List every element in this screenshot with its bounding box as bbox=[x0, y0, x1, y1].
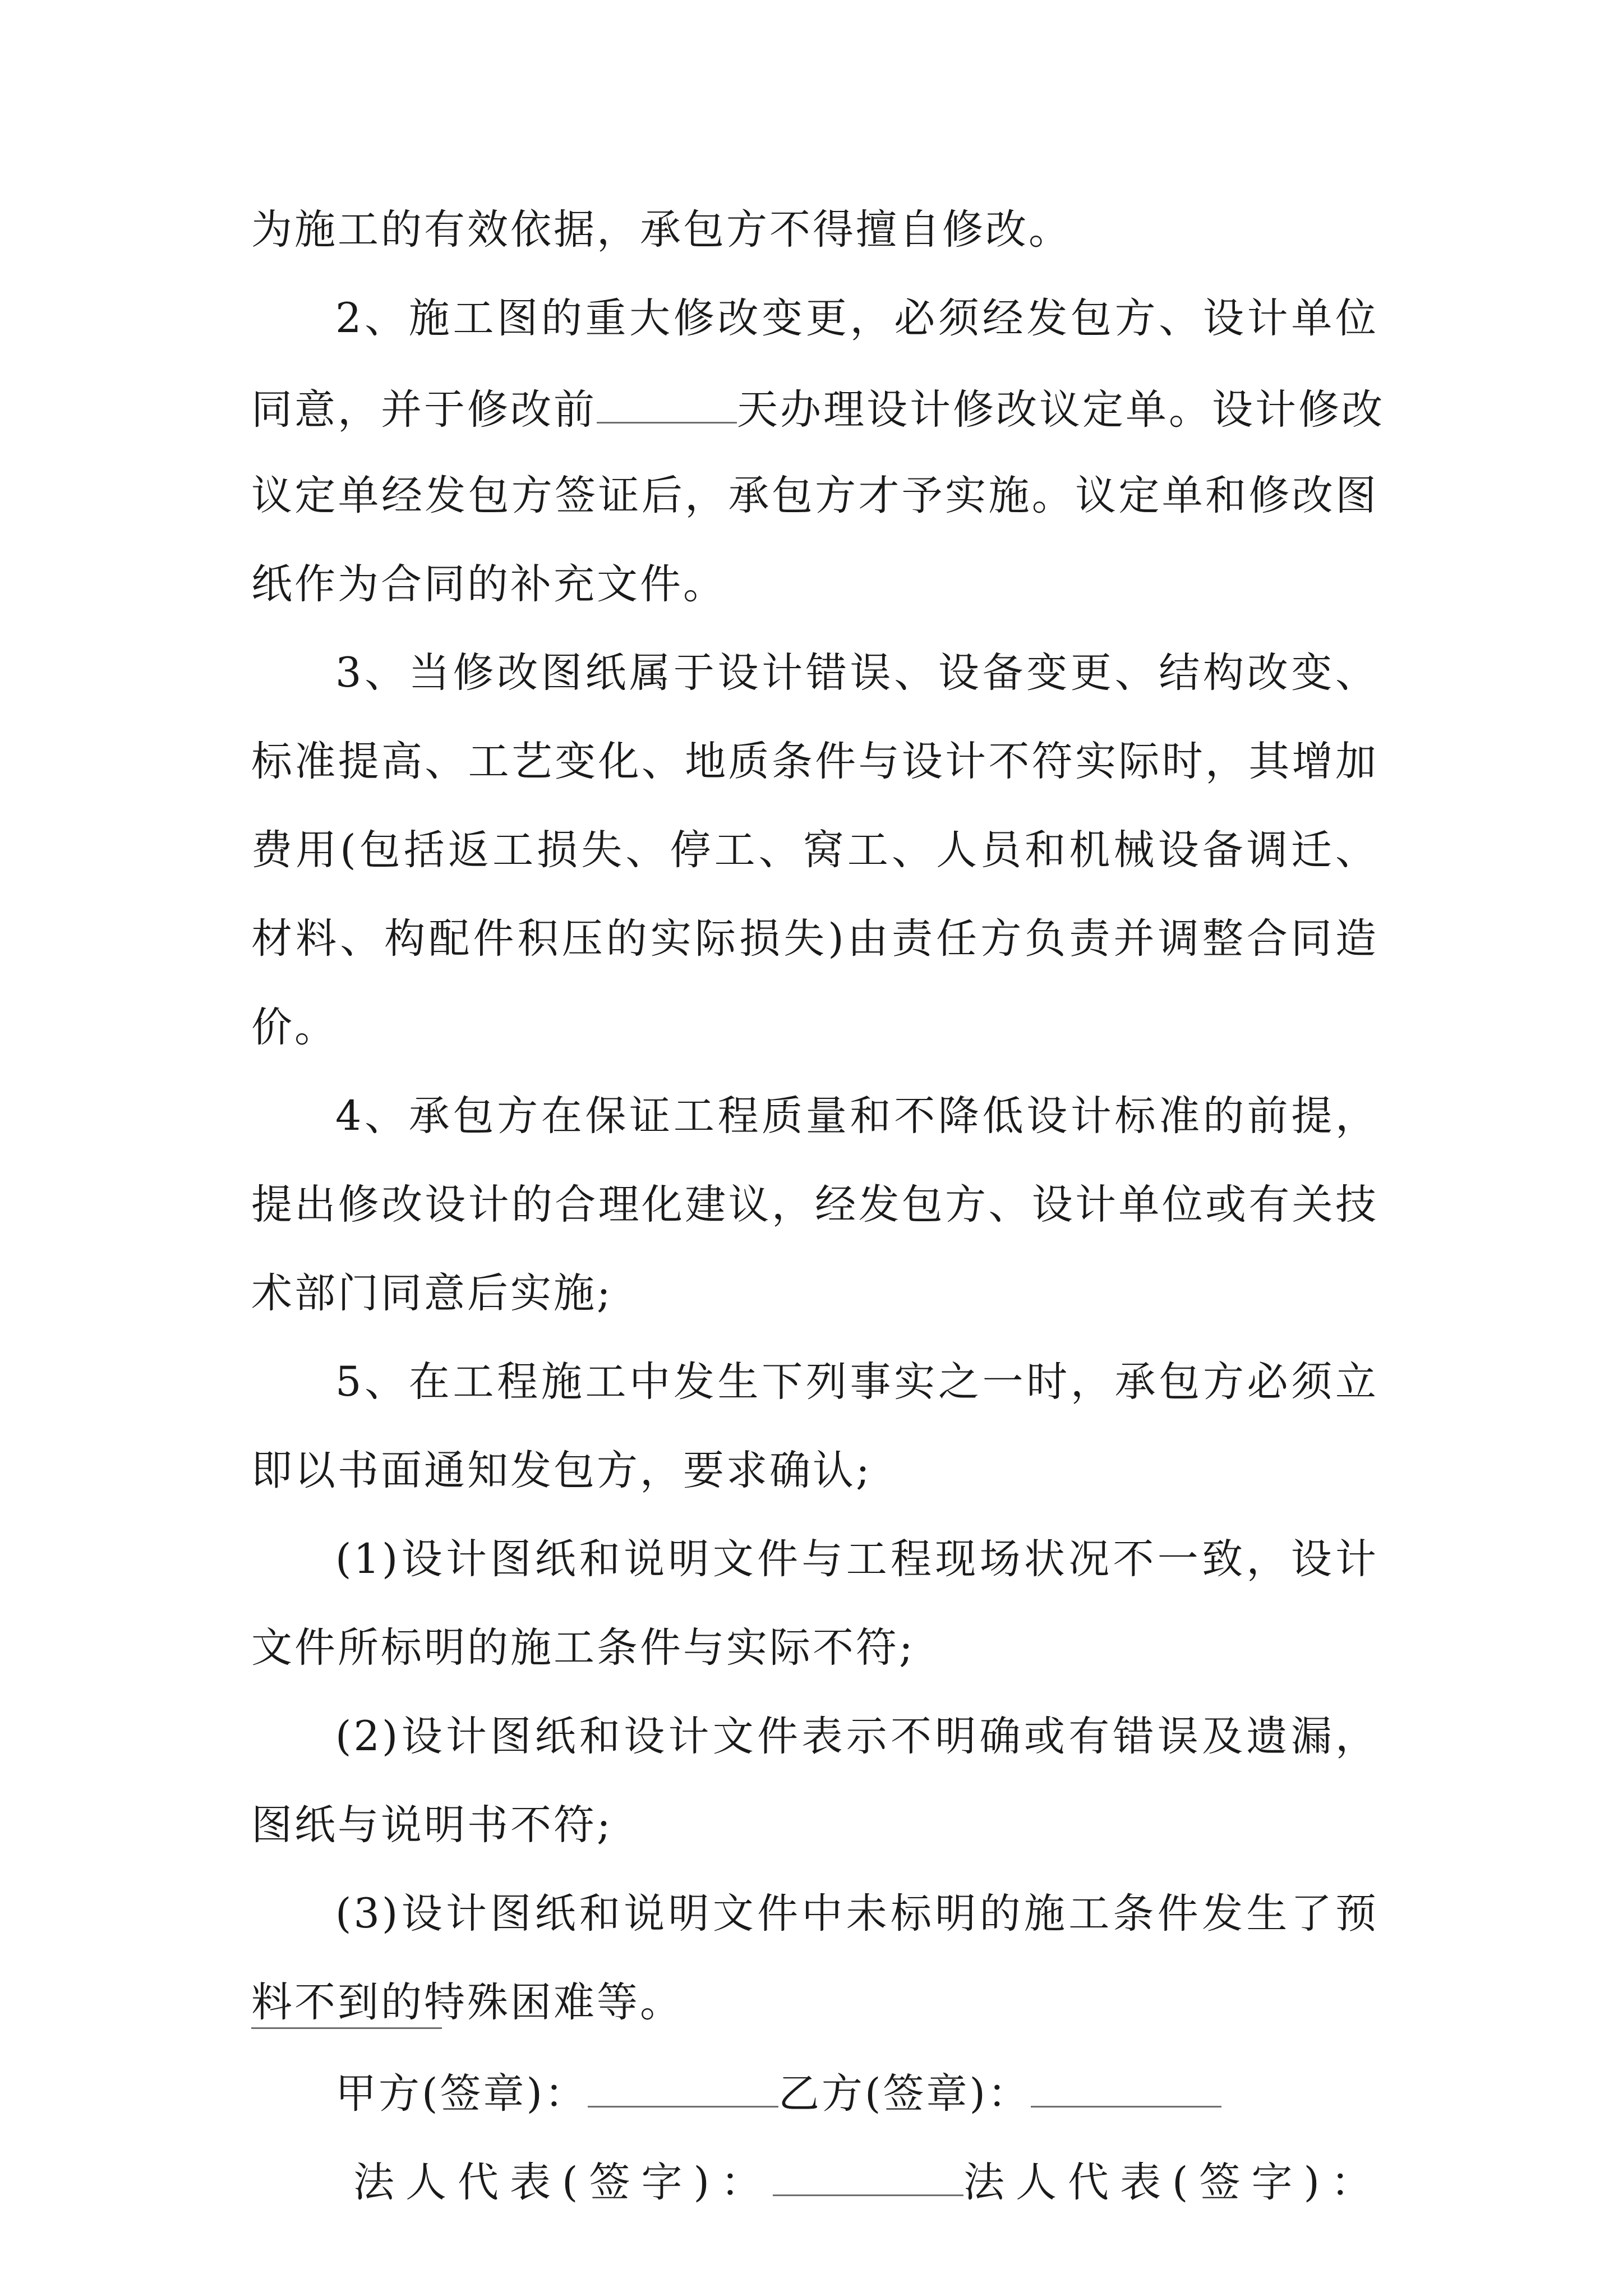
sub-item-1-line: (1)设计图纸和说明文件与工程现场状况不一致，设计 bbox=[335, 1535, 1378, 1583]
contract-page bbox=[251, 206, 1385, 2206]
legal-rep-b-label: 法人代表(签字)： bbox=[963, 2159, 1383, 2206]
clause-2-line: 2、施工图的重大修改变更，必须经发包方、设计单位 bbox=[335, 295, 1378, 342]
clause-3-line: 价。 bbox=[251, 1004, 338, 1051]
party-signature-row bbox=[251, 2069, 1378, 2118]
sub-item-2-line: 图纸与说明书不符; bbox=[251, 1801, 613, 1849]
legal-rep-signature-row bbox=[251, 2157, 1383, 2206]
party-b-label: 乙方(签章)： bbox=[778, 2070, 1031, 2118]
sub-item-2-line: (2)设计图纸和设计文件表示不明确或有错误及遗漏， bbox=[335, 1713, 1378, 1760]
clause-4-line: 4、承包方在保证工程质量和不降低设计标准的前提， bbox=[335, 1092, 1378, 1140]
party-a-signature-blank bbox=[588, 2069, 778, 2108]
clause-2-line: 议定单经发包方签证后，承包方才予实施。议定单和修改图 bbox=[251, 472, 1378, 519]
sub-item-3-line: (3)设计图纸和说明文件中未标明的施工条件发生了预 bbox=[335, 1890, 1378, 1938]
clause-3-line: 材料、构配件积压的实际损失)由责任方负责并调整合同造 bbox=[251, 915, 1378, 963]
legal-rep-a-label: 法人代表(签字)： bbox=[353, 2159, 773, 2206]
legal-rep-b-signature-blank bbox=[251, 2027, 442, 2029]
clause-3-line: 费用(包括返工损失、停工、窝工、人员和机械设备调迁、 bbox=[251, 826, 1378, 874]
sub-item-1-line: 文件所标明的施工条件与实际不符; bbox=[251, 1624, 915, 1672]
clause-5-line: 5、在工程施工中发生下列事实之一时，承包方必须立 bbox=[335, 1358, 1378, 1406]
clause-2-text-before-blank: 同意，并于修改前 bbox=[251, 386, 597, 434]
clause-3-line: 3、当修改图纸属于设计错误、设备变更、结构改变、 bbox=[335, 649, 1378, 697]
sub-item-3-line: 料不到的特殊困难等。 bbox=[251, 1978, 683, 2026]
clause-3-line: 标准提高、工艺变化、地质条件与设计不符实际时，其增加 bbox=[251, 738, 1378, 785]
clause-4-line: 提出修改设计的合理化建议，经发包方、设计单位或有关技 bbox=[251, 1181, 1378, 1228]
clause-2-text-after-blank: 天办理设计修改议定单。设计修改 bbox=[737, 386, 1385, 434]
clause-5-line: 即以书面通知发包方，要求确认; bbox=[251, 1447, 872, 1494]
clause-4-line: 术部门同意后实施; bbox=[251, 1269, 613, 1317]
clause-2-line: 纸作为合同的补充文件。 bbox=[251, 560, 726, 608]
legal-rep-a-signature-blank bbox=[773, 2157, 963, 2196]
party-b-signature-blank bbox=[1031, 2069, 1221, 2108]
days-blank bbox=[597, 385, 737, 424]
party-a-label: 甲方(签章)： bbox=[335, 2070, 588, 2118]
clause-2-line-with-blank bbox=[251, 385, 1385, 434]
body-line: 为施工的有效依据，承包方不得擅自修改。 bbox=[251, 206, 1072, 254]
